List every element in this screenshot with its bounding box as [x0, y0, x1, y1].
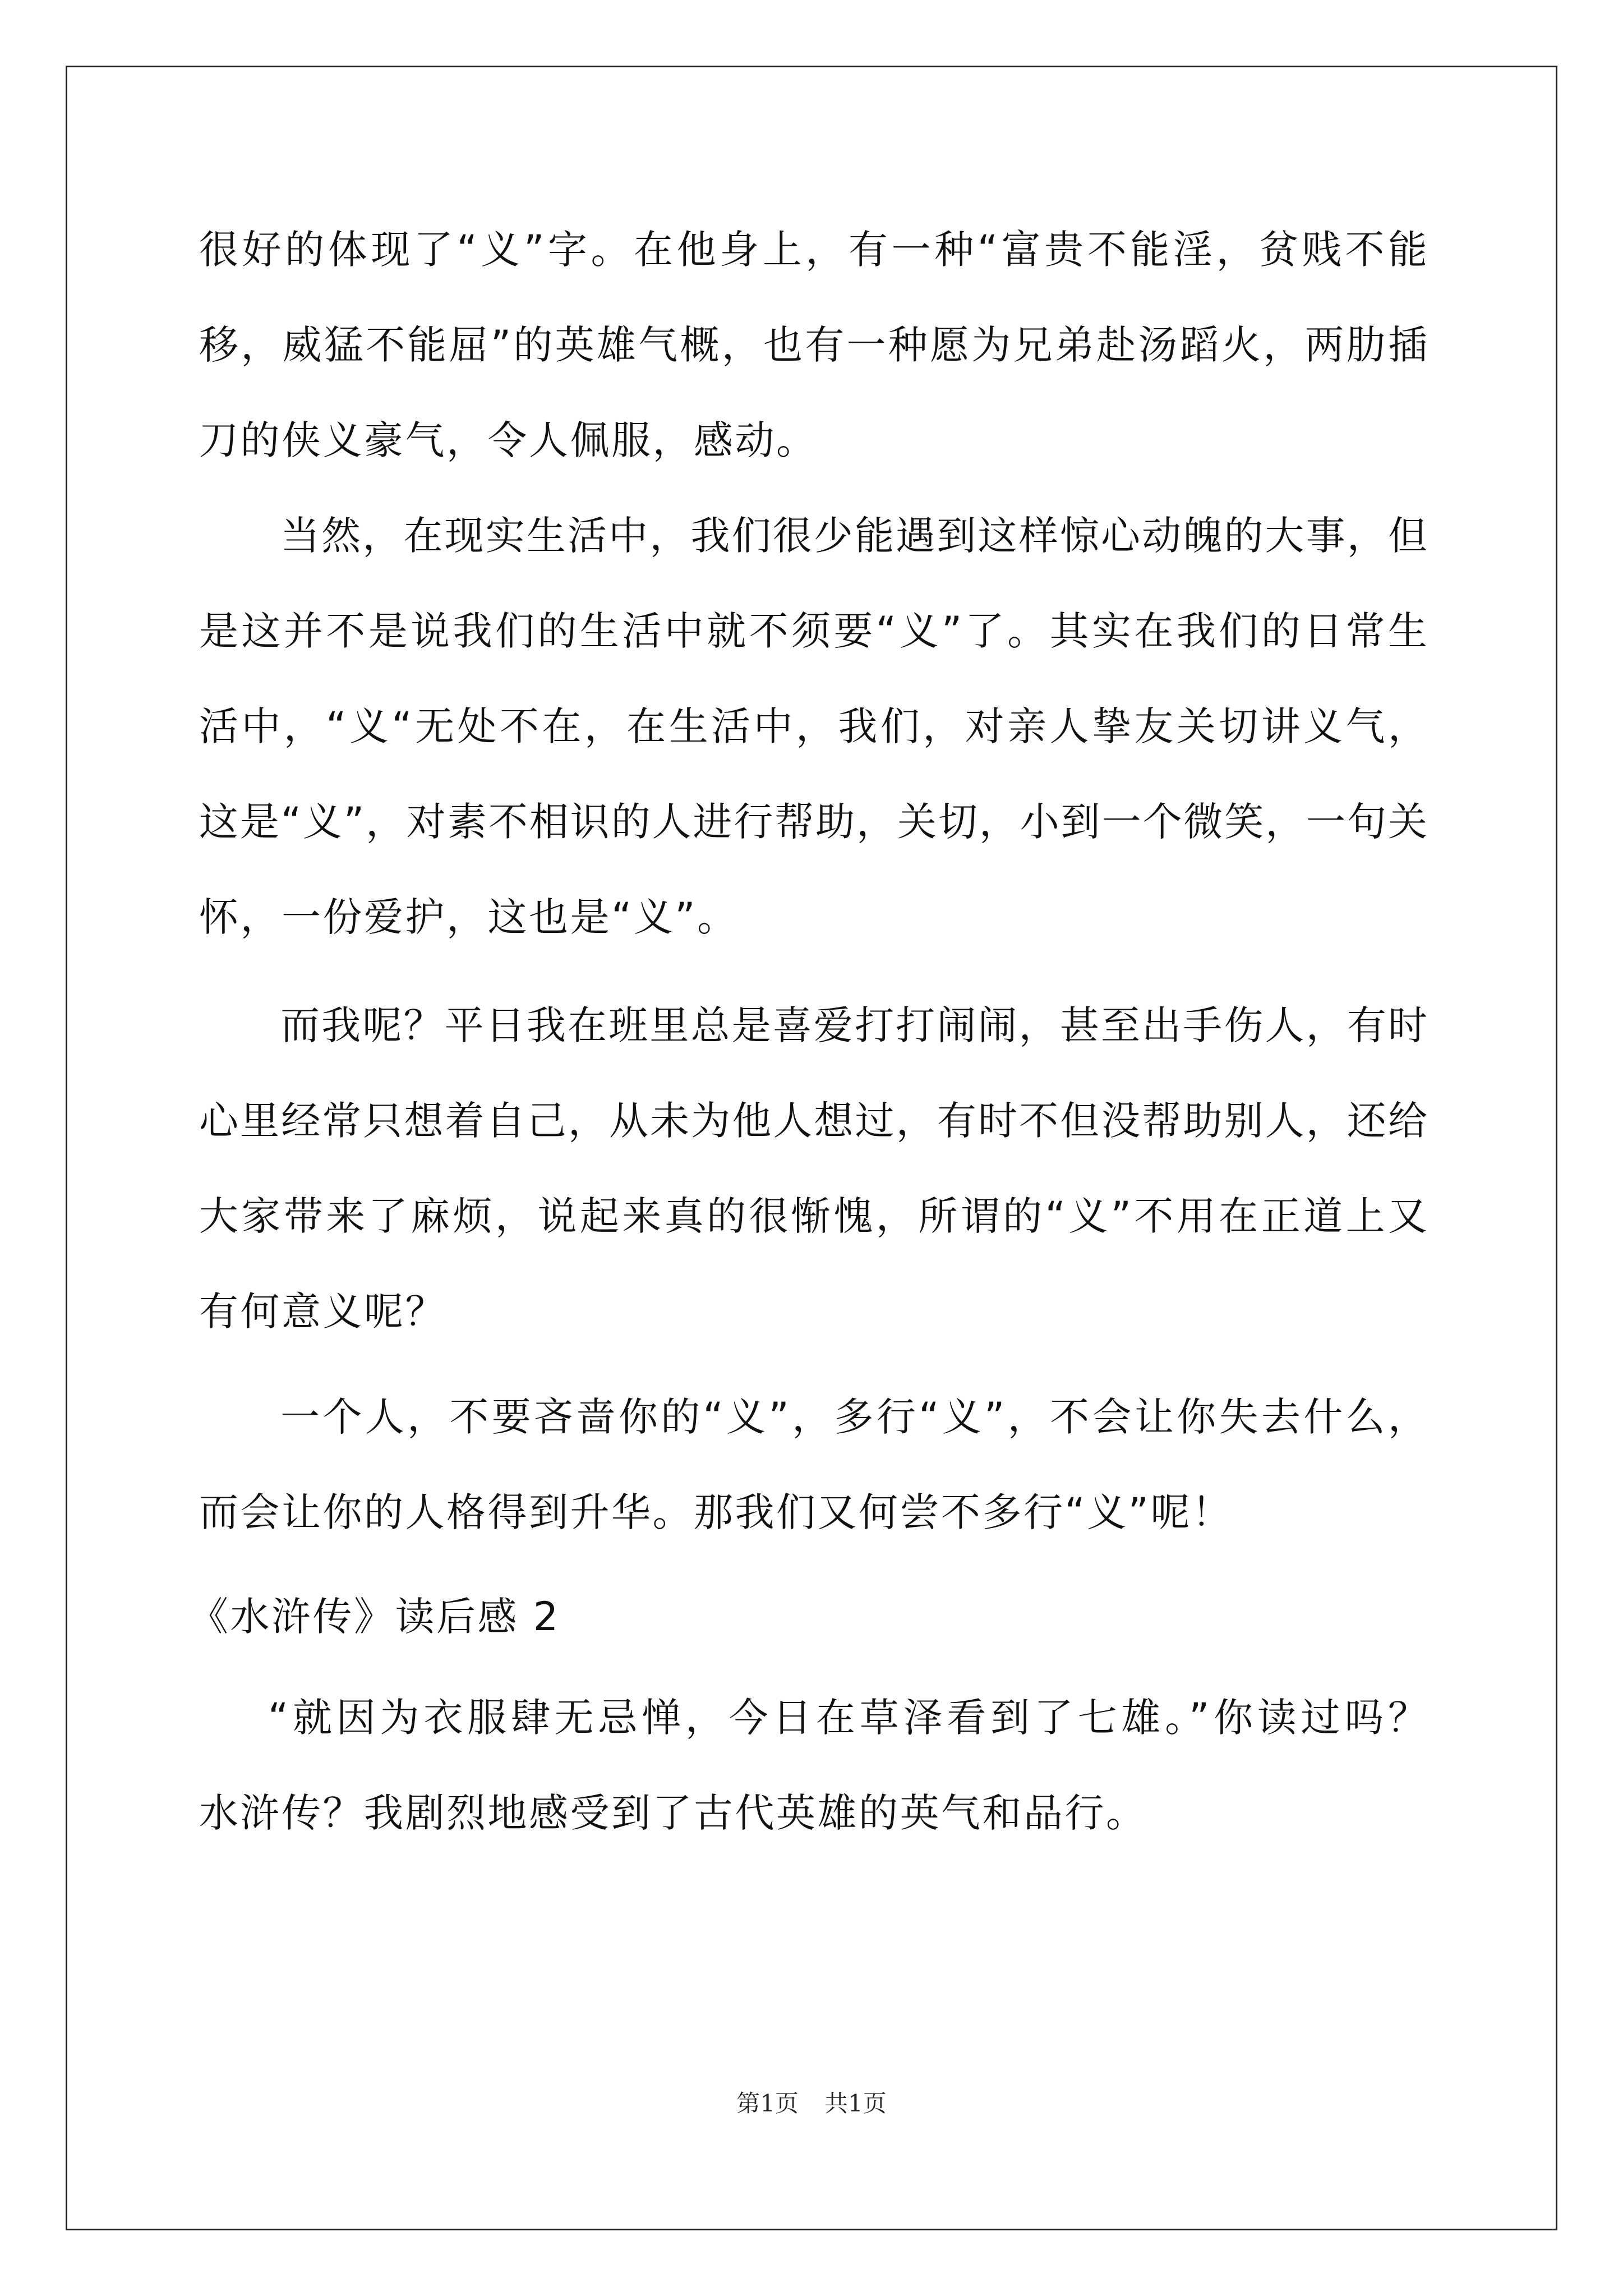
paragraph-first-line: 而我呢？平日我在班里总是喜爱打打闹闹，甚至出手伤人，有时 [280, 1002, 1427, 1048]
section-heading: 《水浒传》读后感 2 [189, 1594, 560, 1640]
text-line: 怀，一份爱护，这也是“义”。 [199, 894, 739, 940]
text-line: 活中，“义“无处不在，在生活中，我们，对亲人挚友关切讲义气， [199, 703, 1427, 749]
text-line: 有何意义呢？ [199, 1289, 446, 1335]
paragraph-first-line: 当然，在现实生活中，我们很少能遇到这样惊心动魄的大事，但 [280, 513, 1427, 559]
text-line: 移，威猛不能屈”的英雄气概，也有一种愿为兄弟赴汤蹈火，两肋插 [199, 322, 1427, 368]
text-line: 大家带来了麻烦，说起来真的很惭愧，所谓的“义”不用在正道上又 [199, 1193, 1427, 1239]
text-line: 这是“义”，对素不相识的人进行帮助，关切，小到一个微笑，一句关 [199, 799, 1427, 845]
text-line: 而会让你的人格得到升华。那我们又何尝不多行“义”呢！ [199, 1489, 1233, 1535]
page-number: 第1页 [736, 2090, 799, 2117]
page-border [66, 66, 1557, 2230]
paragraph-first-line: 一个人，不要吝啬你的“义”，多行“义”，不会让你失去什么， [280, 1394, 1427, 1440]
text-line: 很好的体现了“义”字。在他身上，有一种“富贵不能淫，贫贱不能 [199, 227, 1427, 273]
text-line: 心里经常只想着自己，从未为他人想过，有时不但没帮助别人，还给 [199, 1098, 1427, 1144]
text-line: 是这并不是说我们的生活中就不须要“义”了。其实在我们的日常生 [199, 608, 1427, 654]
paragraph-first-line: “就因为衣服肆无忌惮，今日在草泽看到了七雄。”你读过吗？ [268, 1695, 1427, 1741]
text-line: 水浒传？我剧烈地感受到了古代英雄的英气和品行。 [199, 1790, 1147, 1836]
text-line: 刀的侠义豪气，令人佩服，感动。 [199, 417, 818, 463]
page-footer [0, 2088, 1623, 2119]
page-total: 共1页 [824, 2090, 887, 2117]
